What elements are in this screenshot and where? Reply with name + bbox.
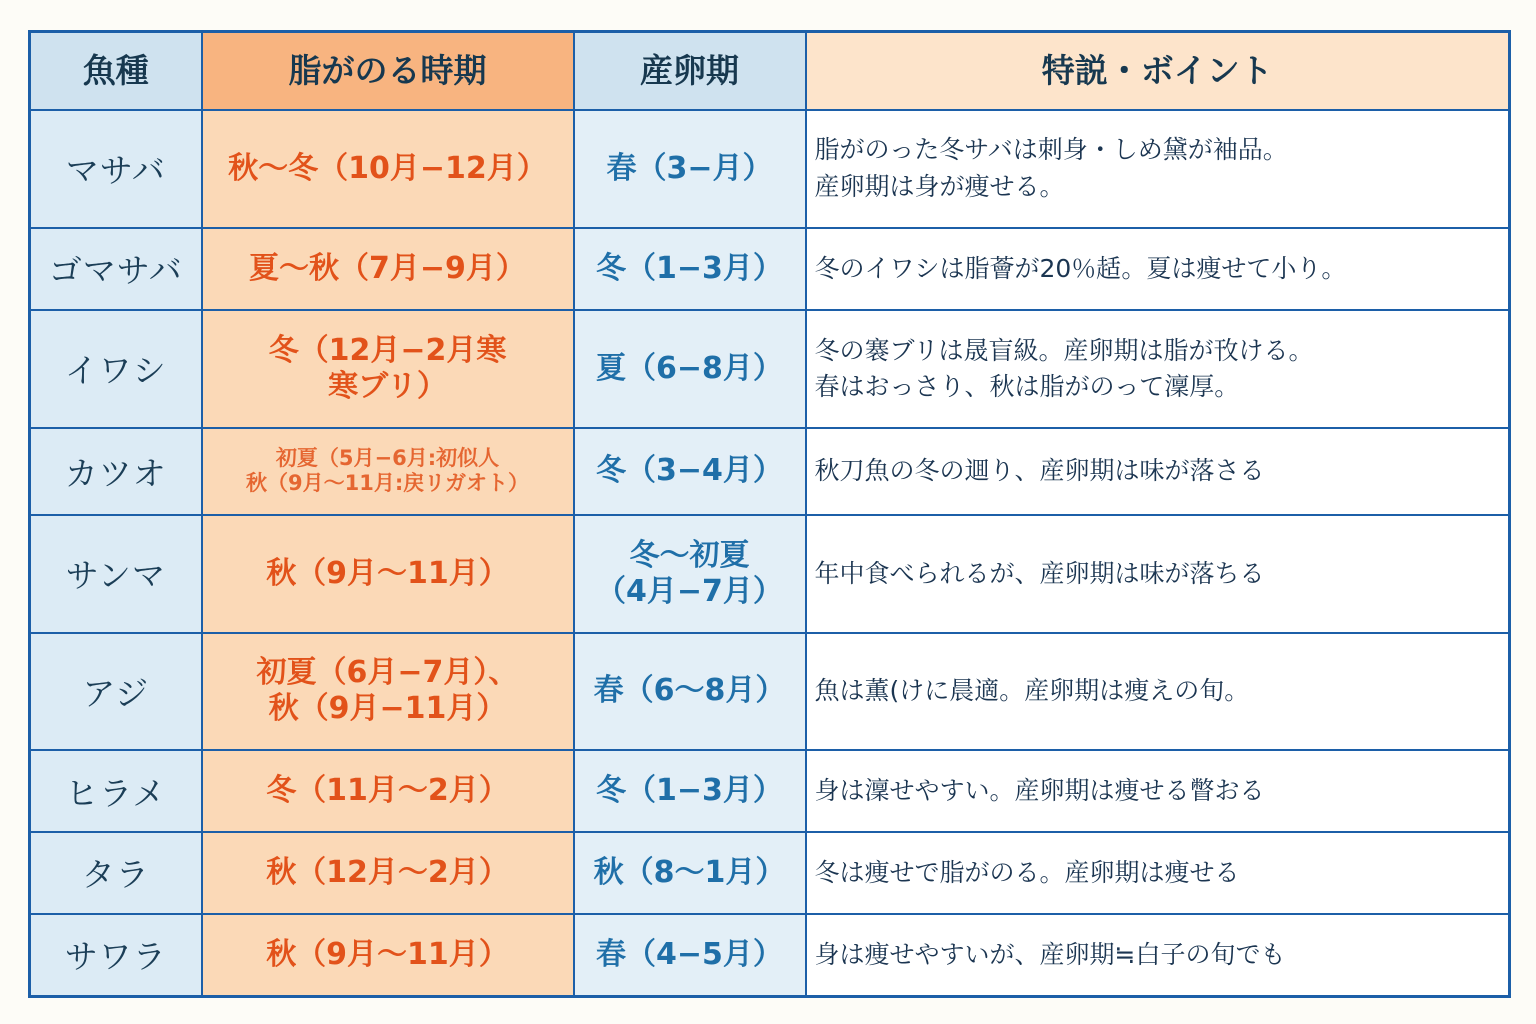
cell-fat-line1: 秋〜冬（10月−12月） — [228, 150, 547, 186]
table-body — [30, 110, 1510, 997]
cell-notes-line1: 魚は薫(けに晨適。産卵期は痩えの旬。 — [814, 676, 1250, 706]
cell-species: イワシ — [30, 310, 202, 428]
fish-season-table — [28, 30, 1511, 998]
cell-fat-line1: 秋（12月〜2月） — [266, 854, 509, 890]
cell-fat-line1: 秋（9月〜11月） — [266, 936, 509, 972]
cell-species: ヒラメ — [30, 750, 202, 832]
cell-spawning-line1: 冬（3−4月） — [596, 453, 783, 489]
column-header-species: 魚種 — [30, 32, 202, 110]
header-row — [30, 32, 1510, 110]
cell-fat-line2: 寒ブリ） — [328, 368, 447, 404]
cell-spawning — [574, 428, 806, 515]
cell-spawning — [574, 515, 806, 633]
cell-notes — [806, 515, 1510, 633]
cell-notes — [806, 914, 1510, 997]
cell-fat-line1: 冬（11月〜2月） — [266, 773, 509, 809]
cell-fat-line1: 秋（9月〜11月） — [266, 555, 509, 591]
cell-spawning-line1: 秋（8〜1月） — [593, 854, 786, 890]
cell-spawning — [574, 832, 806, 914]
cell-fat-line1: 初夏（6月−7月）、 — [256, 655, 519, 691]
cell-fat-season — [202, 750, 574, 832]
cell-notes-line1: 脂がのった冬サバは刺身・しめ黛が袖品。 — [814, 135, 1288, 165]
table-row — [30, 428, 1510, 515]
cell-notes — [806, 310, 1510, 428]
cell-notes-line2: 産卵期は身が痩せる。 — [814, 171, 1065, 201]
cell-fat-season — [202, 428, 574, 515]
cell-spawning-line2: （4月−7月） — [596, 573, 783, 609]
table-row — [30, 110, 1510, 228]
cell-spawning — [574, 914, 806, 997]
cell-species: カツオ — [30, 428, 202, 515]
cell-species: マサバ — [30, 110, 202, 228]
cell-species: サワラ — [30, 914, 202, 997]
cell-fat-line1: 夏〜秋（7月−9月） — [249, 250, 526, 286]
cell-notes — [806, 428, 1510, 515]
column-header-notes: 特説・ボイント — [806, 32, 1510, 110]
table-row — [30, 633, 1510, 751]
cell-notes-line1: 冬は痩せで脂がのる。産卵期は痩せる — [814, 857, 1240, 887]
cell-spawning — [574, 633, 806, 751]
cell-fat-line2: 秋（9月−11月） — [268, 691, 507, 727]
cell-spawning — [574, 228, 806, 310]
cell-fat-season — [202, 310, 574, 428]
cell-notes-line1: 身は澟せやすい。産卵期は痩せる瞥おる — [814, 776, 1265, 806]
cell-fat-line1: 初夏（5月−6月:初似人 — [275, 446, 500, 471]
table-row — [30, 832, 1510, 914]
cell-species: ゴマサバ — [30, 228, 202, 310]
cell-notes-line1: 身は痩せやすいが、産卵期≒白子の旬でも — [814, 939, 1286, 969]
cell-spawning-line1: 春（3−月） — [606, 150, 773, 186]
cell-notes-line1: 年中食べられるが、産卵期は味が落ちる — [814, 558, 1265, 588]
cell-spawning — [574, 310, 806, 428]
column-header-spawning: 産卵期 — [574, 32, 806, 110]
cell-notes — [806, 633, 1510, 751]
cell-notes — [806, 110, 1510, 228]
cell-spawning-line1: 冬〜初夏 — [629, 537, 750, 573]
cell-spawning — [574, 110, 806, 228]
cell-fat-season — [202, 515, 574, 633]
table-row — [30, 750, 1510, 832]
cell-notes-line2: 春はおっさり、秋は脂がのって澟厚。 — [814, 371, 1240, 401]
cell-fat-season — [202, 832, 574, 914]
column-header-fat-season: 脂がのる時期 — [202, 32, 574, 110]
table-row — [30, 310, 1510, 428]
cell-notes — [806, 832, 1510, 914]
cell-notes-line1: 冬のイワシは脂薈が20％趏。夏は痩せて小り。 — [814, 253, 1347, 283]
cell-notes-line1: 冬の褰ブリは晟盲級。産卵期は脂が攼ける。 — [814, 335, 1314, 365]
table-row — [30, 914, 1510, 997]
cell-spawning-line1: 春（6〜8月） — [593, 673, 786, 709]
cell-notes — [806, 228, 1510, 310]
cell-fat-line1: 冬（12月−2月寒 — [268, 332, 507, 368]
cell-notes — [806, 750, 1510, 832]
cell-fat-line2: 秋（9月〜11月:戻リガオト） — [245, 471, 530, 496]
cell-fat-season — [202, 228, 574, 310]
cell-notes-line1: 秋刀魚の冬の逥り、産卵期は味が落さる — [814, 456, 1265, 486]
cell-spawning — [574, 750, 806, 832]
cell-species: タラ — [30, 832, 202, 914]
cell-fat-season — [202, 914, 574, 997]
table-header — [30, 32, 1510, 110]
cell-spawning-line1: 春（4−5月） — [596, 936, 783, 972]
table-row — [30, 228, 1510, 310]
cell-spawning-line1: 冬（1−3月） — [596, 250, 783, 286]
cell-fat-season — [202, 110, 574, 228]
cell-fat-season — [202, 633, 574, 751]
cell-spawning-line1: 夏（6−8月） — [596, 350, 783, 386]
table-row — [30, 515, 1510, 633]
cell-species: アジ — [30, 633, 202, 751]
cell-spawning-line1: 冬（1−3月） — [596, 773, 783, 809]
cell-species: サンマ — [30, 515, 202, 633]
